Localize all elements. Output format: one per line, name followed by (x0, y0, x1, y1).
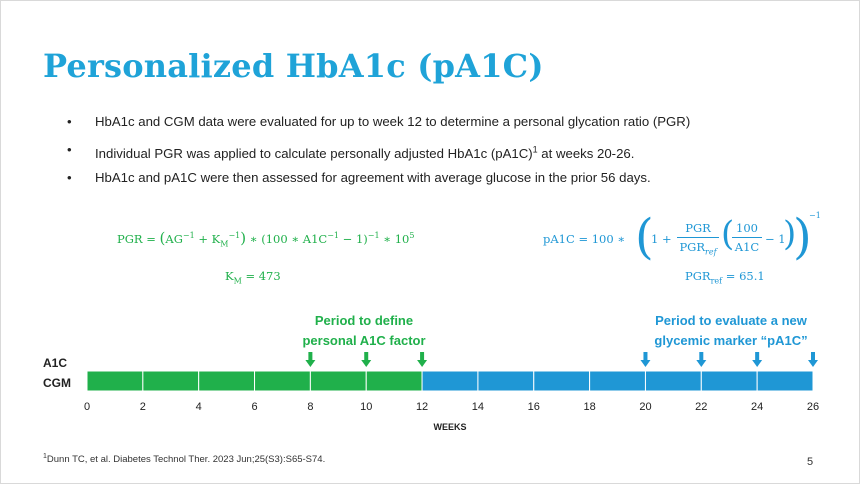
km-formula: $K_M = 473$ (225, 269, 281, 286)
timeline-segment (590, 371, 646, 391)
timeline-segment (645, 371, 701, 391)
tick-label: 0 (83, 401, 91, 413)
tick-label: 8 (307, 401, 314, 413)
period2-line2: glycemic marker “pA1C” (654, 333, 808, 348)
period1-line2: personal A1C factor (302, 333, 426, 348)
timeline-segment (255, 371, 311, 391)
timeline-segment (366, 371, 422, 391)
tick-label: 12 (415, 401, 429, 413)
tick-label: 24 (751, 401, 764, 413)
bullet-dot: • (67, 142, 72, 157)
a1c-arrow-shaft (364, 352, 368, 361)
pgr-formula: PGR = $(AG^{-1} + K_M^{-1})$ ∗ (100 ∗ $A1C^{-1} - 1)^{-1}$ ∗ $10^5$ (117, 229, 415, 249)
period1-line1: Period to define (314, 313, 414, 328)
tick-label: 16 (527, 401, 540, 413)
period1-label (269, 311, 459, 351)
period2-line1: Period to evaluate a new (655, 313, 807, 328)
timeline-segment (310, 371, 366, 391)
tick-label: 14 (471, 401, 485, 413)
bullet-dot: • (67, 114, 72, 129)
timeline-segment (757, 371, 813, 391)
timeline-segment (701, 371, 757, 391)
timeline-segment (143, 371, 199, 391)
bullet-list (67, 113, 827, 197)
a1c-arrow-shaft (308, 352, 312, 361)
a1c-arrow-shaft (699, 352, 703, 361)
axis-label: WEEKS (433, 422, 467, 432)
bullet-item (67, 169, 827, 197)
a1c-arrow-shaft (755, 352, 759, 361)
a1c-arrow-shaft (811, 352, 815, 361)
bullet-text: Individual PGR was applied to calculate personally adjusted HbA1c $(pA1C)^1$ at weeks 20-26. (95, 145, 635, 162)
a1c-arrow-head (417, 360, 427, 367)
tick-label: 6 (251, 401, 258, 413)
a1c-arrow-head (640, 360, 650, 367)
a1c-arrow-head (305, 360, 315, 367)
tick-label: 2 (139, 401, 146, 413)
page-number: 5 (807, 456, 814, 468)
tick-label: 18 (583, 401, 596, 413)
timeline-segment (534, 371, 590, 391)
period2-label (621, 311, 841, 351)
tick-label: 22 (695, 401, 708, 413)
row-label-a1c: A1C (43, 356, 68, 370)
timeline-segment (199, 371, 255, 391)
tick-label: 20 (639, 401, 652, 413)
timeline-segment (422, 371, 478, 391)
slide: Personalized HbA1c (pA1C) • HbA1c and CGM data were evaluated for up to week 12 to determine a personal glycation ratio (PGR) • Individual PGR was applied to calculate personally adjusted HbA1c $(pA1C)^1$ at weeks 20-26. • HbA1c and pA1C were then assessed for agreement with average glucose in the prior 56 days. PGR = $(AG^{-1} + K_M^{-1})$ ∗ (100 ∗ $A1C^{-1} - 1)^{-1}$ ∗ $10^5$ $K_M = 473$ pA1C = 100 ∗ ( 1 + PGR $PGR_{ref}$ ( 100 A1C − 1 ) ) −1 $PGR_{ref} = 65.1$ Period to define personal A1C factor Period to evaluate a new glycemic marker “pA1C” A1C CGM 0 2 4 6 8 10 12 14 16 18 20 22 24 26 WEEKS $^1$Dunn TC, et al. Diabetes Technol Ther. 2023 Jun;25(S3):S65-S74. 5 (0, 0, 860, 484)
timeline-chart (1, 347, 859, 447)
tick-label: 26 (806, 401, 820, 413)
a1c-arrow-shaft (420, 352, 424, 361)
slide-title: Personalized HbA1c (pA1C) (43, 47, 544, 85)
row-label-cgm: CGM (43, 376, 71, 390)
a1c-arrow-head (361, 360, 371, 367)
tick-label: 4 (195, 401, 202, 413)
timeline-segment (87, 371, 143, 391)
a1c-arrow-shaft (643, 352, 647, 361)
bullet-text: HbA1c and CGM data were evaluated for up to week 12 to determine a personal glycation ratio (PGR) (95, 114, 691, 129)
a1c-arrow-head (808, 360, 818, 367)
a1c-arrow-head (696, 360, 706, 367)
bullet-item (67, 113, 827, 141)
footnote: $^1$Dunn TC, et al. Diabetes Technol Ther. 2023 Jun;25(S3):S65-S74. (43, 453, 326, 466)
pgr-ref-formula: $PGR_{ref} = 65.1$ (685, 269, 765, 286)
bullet-item (67, 141, 827, 169)
tick-label: 10 (360, 401, 373, 413)
timeline-segment (478, 371, 534, 391)
bullet-text: HbA1c and pA1C were then assessed for agreement with average glucose in the prior 56 days. (95, 170, 651, 185)
a1c-arrow-head (752, 360, 762, 367)
bullet-dot: • (67, 170, 72, 185)
